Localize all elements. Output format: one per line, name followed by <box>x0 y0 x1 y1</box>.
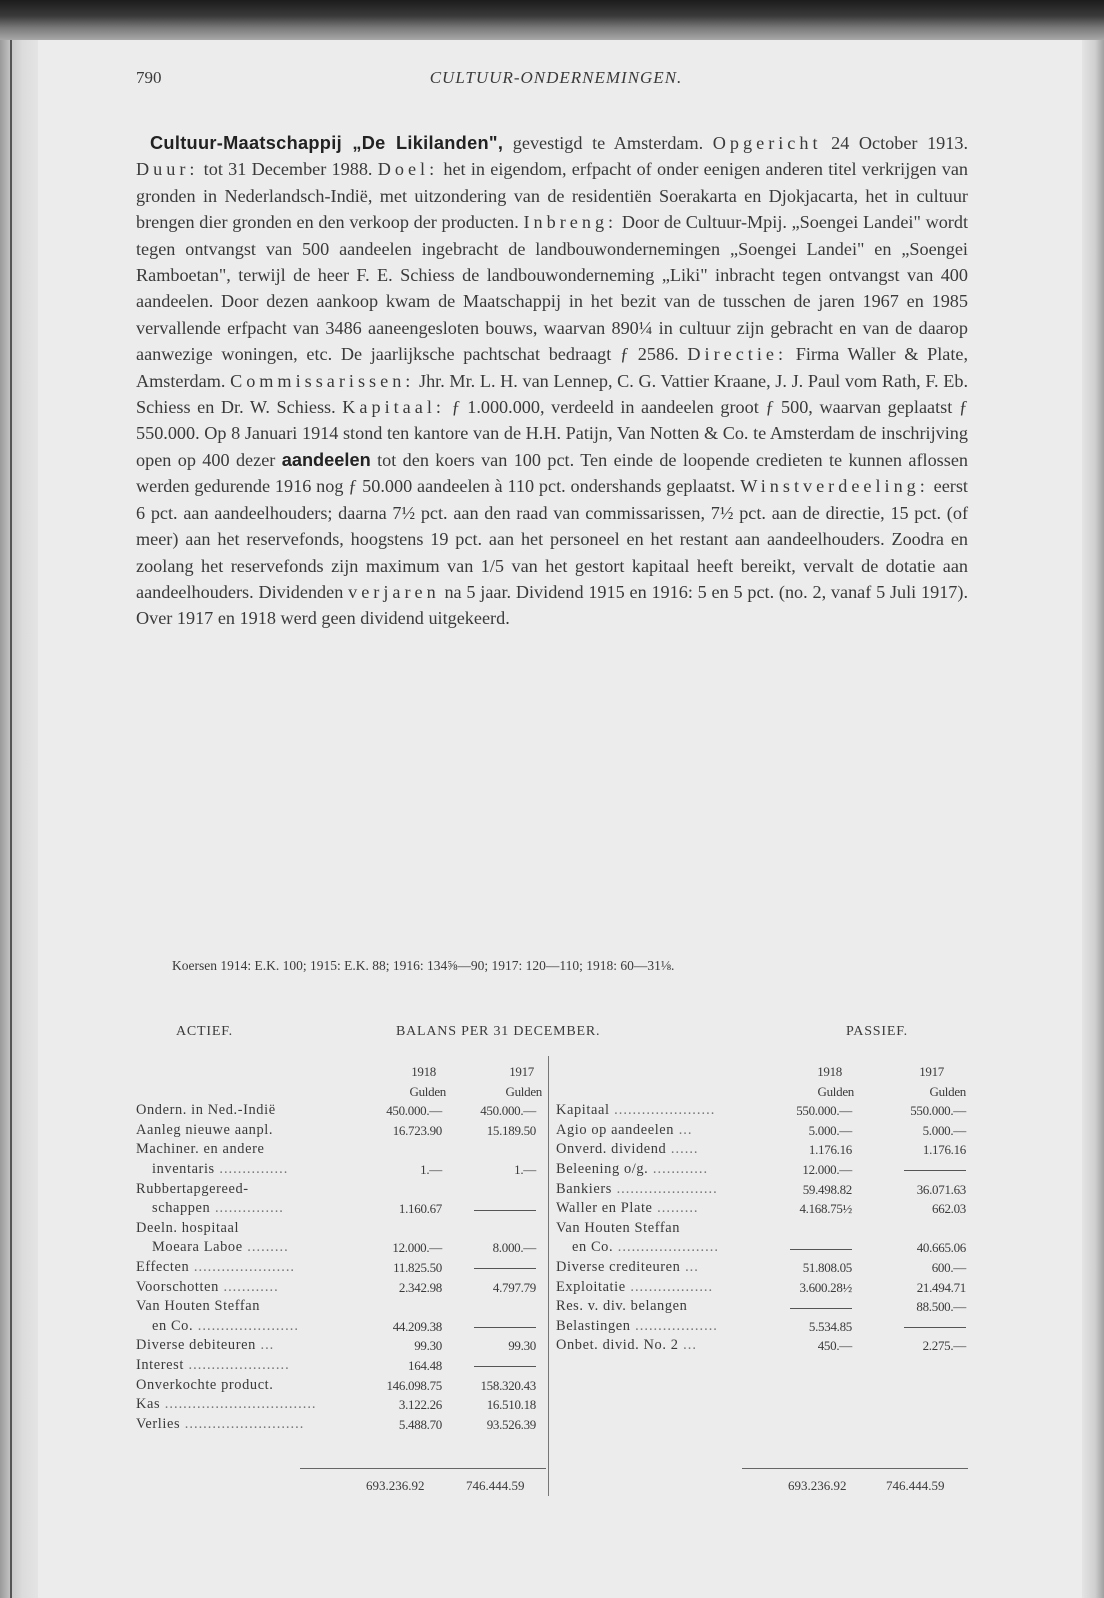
row-label: Diverse crediteuren ... <box>556 1258 699 1275</box>
leader-dots: ...................... <box>609 1102 716 1119</box>
actief-total-1917: 746.444.59 <box>466 1478 525 1493</box>
label-commissarissen: Commissarissen: <box>230 370 415 391</box>
value-1917 <box>904 1317 966 1337</box>
nil-dash <box>904 1327 966 1328</box>
leader-dots: ...................... <box>193 1317 299 1334</box>
passief-row <box>556 1317 966 1337</box>
value-1917: 99.30 <box>508 1338 536 1354</box>
value-1917: 450.000.— <box>480 1103 536 1119</box>
passief-heading: PASSIEF. <box>846 1024 908 1039</box>
actief-row <box>136 1121 542 1141</box>
col-1917-year: 1917 <box>509 1064 534 1079</box>
row-label: Bankiers ...................... <box>556 1180 718 1197</box>
actief-row <box>136 1297 542 1317</box>
page-number: 790 <box>136 68 162 87</box>
value-1918: 550.000.— <box>796 1103 852 1119</box>
actief-row <box>136 1376 542 1396</box>
label-verjaren: verjaren <box>348 581 440 602</box>
nil-dash <box>790 1308 852 1309</box>
passief-table <box>556 1062 966 1356</box>
balance-column-divider <box>548 1056 549 1496</box>
row-label: Onverkochte product. <box>136 1376 274 1393</box>
value-1918: 4.168.75½ <box>799 1201 852 1217</box>
row-label: Aanleg nieuwe aanpl. <box>136 1121 274 1138</box>
passief-row <box>556 1278 966 1298</box>
label-inbreng: Inbreng: <box>523 212 618 233</box>
value-1917: 600.— <box>931 1259 966 1275</box>
actief-table <box>136 1062 542 1434</box>
row-label: schappen ............... <box>152 1200 284 1217</box>
value-1917: 662.03 <box>932 1201 966 1217</box>
col-1917-year: 1917 <box>919 1064 944 1079</box>
value-1917 <box>474 1258 536 1278</box>
value-1917: 15.189.50 <box>486 1122 536 1138</box>
value-1917: 2.275.— <box>922 1338 966 1354</box>
row-label: Beleening o/g. ............ <box>556 1160 709 1177</box>
actief-row <box>136 1140 542 1160</box>
passief-row <box>556 1297 966 1317</box>
value-1918: 3.122.26 <box>398 1397 442 1413</box>
row-label: Kapitaal ...................... <box>556 1102 716 1119</box>
actief-row <box>136 1199 542 1219</box>
row-label: Interest ...................... <box>136 1356 290 1373</box>
passief-row <box>556 1336 966 1356</box>
row-label: Waller en Plate ......... <box>556 1200 699 1217</box>
row-label: Van Houten Steffan <box>136 1298 261 1315</box>
value-1917 <box>474 1356 536 1376</box>
running-title: CULTUUR-ONDERNEMINGEN. <box>429 68 683 87</box>
nil-dash <box>790 1249 852 1250</box>
value-1917: 16.510.18 <box>486 1397 536 1413</box>
label-directie: Directie: <box>687 344 788 365</box>
scan-left-edge <box>0 40 38 1598</box>
value-1917 <box>904 1160 966 1180</box>
leader-dots: .................. <box>625 1278 714 1295</box>
passief-row <box>556 1140 966 1160</box>
row-label: en Co. ...................... <box>572 1239 719 1256</box>
col-1918-unit: Gulden <box>817 1083 854 1099</box>
row-label: Agio op aandeelen ... <box>556 1121 693 1138</box>
value-1918: 11.825.50 <box>393 1259 442 1275</box>
value-1918: 1.160.67 <box>398 1201 442 1217</box>
row-label: Exploitatie .................. <box>556 1278 714 1295</box>
row-label: en Co. ...................... <box>152 1317 299 1334</box>
description-paragraph: Cultuur-Maatschappij „De Likilanden", gevestigd te Amsterdam. Opgericht 24 October 1913. Duur: tot 31 December 1988. Doel: het in eigendom, erfpacht of onder eenigen anderen titel verkrijgen van gronden in Nederlandsch-Indië, met uitzondering van de residentiën Soerakarta en Djokjacarta, het in cultuur brengen dier gronden en den verkoop der producten. Inbreng: Door de Cultuur-Mpij. „Soengei Landei" wordt tegen ontvangst van 500 aandeelen ingebracht de landbouwondernemingen „Soengei Landei" en „Soengei Ramboetan", terwijl de heer F. E. Schiess de landbouwonderneming „Liki" inbracht tegen ontvangst van 400 aandeelen. Door dezen aankoop kwam de Maatschappij in het bezit van de tusschen de jaren 1967 en 1985 vervallende erfpacht van 3486 aaneengesloten bouws, waarvan 890¼ in cultuur zijn gebracht en van de daarop aanwezige woningen, etc. De jaarlijksche pachtschat bedraagt ƒ 2586. Directie: Firma Waller & Plate, Amsterdam. Commissarissen: Jhr. Mr. L. H. van Lennep, C. G. Vattier Kraane, J. J. Paul vom Rath, F. Eb. Schiess en Dr. W. Schiess. Kapitaal: ƒ 1.000.000, verdeeld in aandeelen groot ƒ 500, waarvan geplaatst ƒ 550.000. Op 8 Januari 1914 stond ten kantore van de H.H. Patijn, Van Notten & Co. te Amsterdam de inschrijving open op 400 dezer aandeelen tot den koers van 100 pct. Ten einde de loopende credieten te kunnen aflossen werden gedurende 1916 nog ƒ 50.000 aandeelen à 110 pct. ondershands geplaatst. Winstverdeeling: eerst 6 pct. aan aandeelhouders; daarna 7½ pct. aan den raad van commissarissen, 7½ pct. aan de directie, 15 pct. (of meer) aan het reservefonds, hoogstens 19 pct. aan het personeel en het restant aan aandeelhouders. Zoodra en zoolang het reservefonds zijn maximum van 1/5 van het gestort kapitaal heeft bereikt, vervalt de dotatie aan aandeelhouders. Dividenden verjaren na 5 jaar. Dividend 1915 en 1916: 5 en 5 pct. (no. 2, vanaf 5 Juli 1917). Over 1917 en 1918 werd geen dividend uitgekeerd. <box>136 133 969 629</box>
value-1917: 88.500.— <box>916 1299 966 1315</box>
actief-total-1918: 693.236.92 <box>366 1478 425 1493</box>
value-1917: 1.176.16 <box>922 1142 966 1158</box>
value-1918: 5.534.85 <box>808 1318 852 1334</box>
actief-row <box>136 1238 542 1258</box>
actief-row <box>136 1101 542 1121</box>
passief-row <box>556 1219 966 1239</box>
row-label: Effecten ...................... <box>136 1258 296 1275</box>
col-1918-year: 1918 <box>817 1064 842 1079</box>
passief-row <box>556 1238 966 1258</box>
value-1918: 51.808.05 <box>802 1259 852 1275</box>
row-label: inventaris ............... <box>152 1160 289 1177</box>
value-1918: 1.— <box>420 1161 442 1177</box>
header-row-unit <box>136 1082 542 1102</box>
leader-dots: ... <box>680 1258 699 1275</box>
leader-dots: ............ <box>218 1278 279 1295</box>
value-1918: 5.488.70 <box>398 1416 442 1432</box>
leader-dots: ... <box>255 1337 275 1354</box>
actief-total-rule <box>300 1468 546 1469</box>
row-label: Onverd. dividend ...... <box>556 1141 699 1158</box>
value-1917: 21.494.71 <box>916 1279 966 1295</box>
company-name: Cultuur-Maatschappij „De Likilanden", <box>150 133 504 153</box>
col-1918-year: 1918 <box>411 1064 436 1079</box>
label-winstverdeeling: Winstverdeeling: <box>740 476 929 497</box>
nil-dash <box>474 1268 536 1269</box>
actief-row <box>136 1258 542 1278</box>
leader-dots: ... <box>674 1121 693 1138</box>
passief-row <box>556 1121 966 1141</box>
passief-row <box>556 1160 966 1180</box>
value-1917: 158.320.43 <box>480 1377 536 1393</box>
value-1918: 450.— <box>817 1338 852 1354</box>
value-1917 <box>474 1317 536 1337</box>
running-header <box>136 68 976 92</box>
passief-row <box>556 1258 966 1278</box>
row-label: Ondern. in Ned.-Indië <box>136 1102 276 1119</box>
value-1918: 2.342.98 <box>398 1279 442 1295</box>
label-opgericht: Opgericht <box>712 133 822 153</box>
highlighted-word: aandeelen <box>281 449 371 470</box>
row-label: Deeln. hospitaal <box>136 1219 240 1236</box>
nil-dash <box>474 1327 536 1328</box>
header-row-years <box>556 1062 966 1082</box>
leader-dots: ... <box>678 1337 697 1354</box>
value-1917: 8.000.— <box>492 1240 536 1256</box>
actief-row <box>136 1336 542 1356</box>
scan-right-edge <box>1082 40 1104 1598</box>
leader-dots: ......... <box>242 1239 289 1256</box>
value-1918: 1.176.16 <box>808 1142 852 1158</box>
value-1918: 16.723.90 <box>392 1122 442 1138</box>
nil-dash <box>474 1210 536 1211</box>
col-1917-unit: Gulden <box>929 1083 966 1099</box>
label-kapitaal: Kapitaal: <box>342 397 445 418</box>
passief-row <box>556 1180 966 1200</box>
value-1918: 146.098.75 <box>386 1377 442 1393</box>
value-1917: 550.000.— <box>910 1103 966 1119</box>
col-1917-unit: Gulden <box>505 1083 542 1099</box>
value-1918: 59.498.82 <box>802 1181 852 1197</box>
leader-dots: ...................... <box>183 1356 290 1373</box>
row-label: Van Houten Steffan <box>556 1219 681 1236</box>
actief-heading: ACTIEF. <box>176 1024 233 1039</box>
share-price-line: Koersen 1914: E.K. 100; 1915: E.K. 88; 1916: 134⅝—90; 1917: 120—110; 1918: 60—31⅛. <box>172 958 675 973</box>
leader-dots: ............... <box>210 1200 284 1217</box>
row-label: Machiner. en andere <box>136 1141 265 1158</box>
value-1918: 5.000.— <box>808 1122 852 1138</box>
label-duur: Duur: <box>136 159 199 180</box>
company-description <box>136 130 968 632</box>
row-label: Verlies .......................... <box>136 1415 305 1432</box>
row-label: Diverse debiteuren ... <box>136 1337 275 1354</box>
actief-row <box>136 1219 542 1239</box>
leader-dots: ...................... <box>611 1180 718 1197</box>
nil-dash <box>474 1366 536 1367</box>
nil-dash <box>904 1170 966 1171</box>
row-label: Moeara Laboe ......... <box>152 1239 289 1256</box>
actief-row <box>136 1317 542 1337</box>
value-1917: 40.665.06 <box>916 1240 966 1256</box>
leader-dots: ............... <box>214 1160 289 1177</box>
row-label: Voorschotten ............ <box>136 1278 279 1295</box>
value-1918: 44.209.38 <box>392 1318 442 1334</box>
row-label: Onbet. divid. No. 2 ... <box>556 1337 697 1354</box>
value-1918: 450.000.— <box>386 1103 442 1119</box>
value-1918 <box>790 1297 852 1317</box>
row-label: Res. v. div. belangen <box>556 1298 688 1315</box>
row-label: Belastingen .................. <box>556 1317 718 1334</box>
value-1918: 164.48 <box>408 1357 442 1373</box>
row-label: Rubbertapgereed- <box>136 1180 249 1197</box>
value-1917: 1.— <box>514 1161 536 1177</box>
col-1918-unit: Gulden <box>409 1083 446 1099</box>
actief-row <box>136 1395 542 1415</box>
leader-dots: .................. <box>630 1317 718 1334</box>
value-1917: 36.071.63 <box>916 1181 966 1197</box>
value-1918: 12.000.— <box>802 1161 852 1177</box>
actief-row <box>136 1278 542 1298</box>
leader-dots: .......................... <box>180 1415 305 1432</box>
value-1917: 5.000.— <box>922 1122 966 1138</box>
value-1918: 12.000.— <box>392 1240 442 1256</box>
scan-dark-top-edge <box>0 0 1104 40</box>
label-doel: Doel: <box>377 159 439 180</box>
passief-total-rule <box>742 1468 968 1469</box>
header-row-years <box>136 1062 542 1082</box>
value-1918: 3.600.28½ <box>799 1279 852 1295</box>
header-row-unit <box>556 1082 966 1102</box>
passief-row <box>556 1101 966 1121</box>
row-label: Kas ................................. <box>136 1396 317 1413</box>
passief-total-1917: 746.444.59 <box>886 1478 945 1493</box>
actief-row <box>136 1160 542 1180</box>
leader-dots: ................................. <box>160 1396 317 1413</box>
leader-dots: ...................... <box>189 1258 296 1275</box>
leader-dots: ......... <box>652 1200 699 1217</box>
leader-dots: ...... <box>666 1141 699 1158</box>
passief-row <box>556 1199 966 1219</box>
value-1917 <box>474 1199 536 1219</box>
passief-total-1918: 693.236.92 <box>788 1478 847 1493</box>
value-1917: 93.526.39 <box>486 1416 536 1432</box>
leader-dots: ............ <box>648 1160 709 1177</box>
value-1918: 99.30 <box>414 1338 442 1354</box>
balance-title: BALANS PER 31 DECEMBER. <box>396 1024 601 1039</box>
actief-row <box>136 1180 542 1200</box>
value-1918 <box>790 1238 852 1258</box>
actief-row <box>136 1356 542 1376</box>
leader-dots: ...................... <box>613 1239 719 1256</box>
actief-row <box>136 1415 542 1435</box>
value-1917: 4.797.79 <box>492 1279 536 1295</box>
